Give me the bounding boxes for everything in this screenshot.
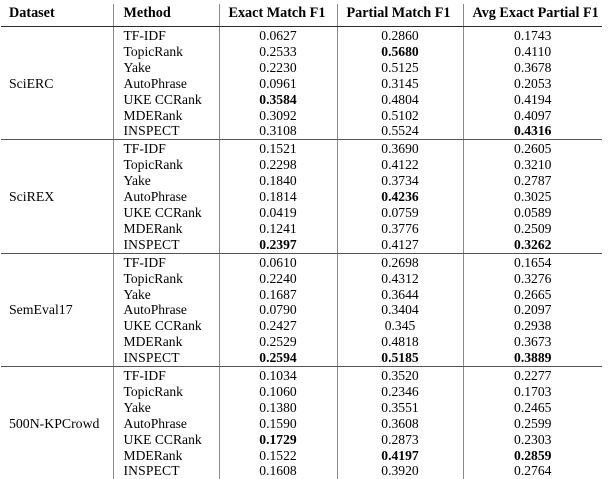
avg-exact-partial-f1-value: 0.4194	[463, 92, 602, 108]
avg-exact-partial-f1-value: 0.1743	[463, 27, 602, 44]
exact-match-f1-value: 0.1241	[219, 221, 337, 237]
table-row	[1, 334, 602, 350]
avg-exact-partial-f1-value: 0.4097	[463, 108, 602, 124]
exact-match-f1-value: 0.3108	[219, 123, 337, 139]
exact-match-f1-value: 0.1380	[219, 400, 337, 416]
table-row	[1, 108, 602, 124]
method-label: TF-IDF	[113, 27, 219, 44]
exact-match-f1-value: 0.2240	[219, 271, 337, 287]
table-row	[1, 60, 602, 76]
dataset-spacer	[1, 92, 113, 108]
method-label: AutoPhrase	[113, 76, 219, 92]
avg-exact-partial-f1-value: 0.2938	[463, 318, 602, 334]
method-label: UKE CCRank	[113, 432, 219, 448]
method-label: TopicRank	[113, 157, 219, 173]
dataset-spacer	[1, 173, 113, 189]
avg-exact-partial-f1-value: 0.3673	[463, 334, 602, 350]
avg-exact-partial-f1-value: 0.3025	[463, 189, 602, 205]
method-label	[113, 123, 219, 139]
dataset-label: SemEval17	[1, 302, 113, 318]
table-row	[1, 384, 602, 400]
exact-match-f1-value: 0.0627	[219, 27, 337, 44]
method-label: UKE CCRank	[113, 205, 219, 221]
method-label: MDERank	[113, 108, 219, 124]
exact-match-f1-value: 0.1521	[219, 140, 337, 157]
dataset-spacer	[1, 318, 113, 334]
exact-match-f1-value: 0.1590	[219, 416, 337, 432]
partial-match-f1-value: 0.4312	[337, 271, 463, 287]
dataset-spacer	[1, 140, 113, 157]
dataset-spacer	[1, 60, 113, 76]
dataset-spacer	[1, 271, 113, 287]
avg-exact-partial-f1-value: 0.2787	[463, 173, 602, 189]
partial-match-f1-value: 0.4804	[337, 92, 463, 108]
method-label: Yake	[113, 287, 219, 303]
table-header-row	[1, 4, 602, 27]
avg-exact-partial-f1-value: 0.2277	[463, 367, 602, 384]
exact-match-f1-value: 0.1840	[219, 173, 337, 189]
method-label: TopicRank	[113, 384, 219, 400]
table-header	[1, 4, 602, 27]
exact-match-f1-value: 0.2230	[219, 60, 337, 76]
dataset-spacer	[1, 350, 113, 366]
method-label: MDERank	[113, 334, 219, 350]
dataset-spacer	[1, 157, 113, 173]
partial-match-f1-value: 0.4818	[337, 334, 463, 350]
dataset-spacer	[1, 334, 113, 350]
exact-match-f1-value: 0.0790	[219, 302, 337, 318]
partial-match-f1-value: 0.3920	[337, 463, 463, 479]
table-row	[1, 237, 602, 253]
partial-match-f1-value: 0.345	[337, 318, 463, 334]
column-header-method: Method	[113, 4, 219, 27]
partial-match-f1-value: 0.2346	[337, 384, 463, 400]
partial-match-f1-value: 0.4236	[337, 189, 463, 205]
exact-match-f1-value: 0.1608	[219, 463, 337, 479]
table-row	[1, 44, 602, 60]
dataset-spacer	[1, 448, 113, 464]
avg-exact-partial-f1-value: 0.2053	[463, 76, 602, 92]
exact-match-f1-value: 0.2397	[219, 237, 337, 253]
partial-match-f1-value: 0.5680	[337, 44, 463, 60]
avg-exact-partial-f1-value: 0.1703	[463, 384, 602, 400]
table-body	[1, 27, 602, 479]
exact-match-f1-value: 0.0610	[219, 253, 337, 270]
exact-match-f1-value: 0.1814	[219, 189, 337, 205]
avg-exact-partial-f1-value: 0.1654	[463, 253, 602, 270]
exact-match-f1-value: 0.0961	[219, 76, 337, 92]
exact-match-f1-value: 0.1522	[219, 448, 337, 464]
column-header-dataset: Dataset	[1, 4, 113, 27]
partial-match-f1-value: 0.5125	[337, 60, 463, 76]
partial-match-f1-value: 0.2873	[337, 432, 463, 448]
dataset-spacer	[1, 205, 113, 221]
method-label: UKE CCRank	[113, 92, 219, 108]
exact-match-f1-value: 0.1729	[219, 432, 337, 448]
dataset-spacer	[1, 463, 113, 479]
table-row	[1, 367, 602, 384]
exact-match-f1-value: 0.2594	[219, 350, 337, 366]
dataset-spacer	[1, 384, 113, 400]
dataset-spacer	[1, 287, 113, 303]
table-row	[1, 157, 602, 173]
partial-match-f1-value: 0.5524	[337, 123, 463, 139]
partial-match-f1-value: 0.3644	[337, 287, 463, 303]
dataset-spacer	[1, 253, 113, 270]
method-label: AutoPhrase	[113, 416, 219, 432]
dataset-spacer	[1, 221, 113, 237]
table-row	[1, 189, 602, 205]
table-row	[1, 448, 602, 464]
table-row	[1, 27, 602, 44]
table-row	[1, 350, 602, 366]
avg-exact-partial-f1-value: 0.2097	[463, 302, 602, 318]
method-label: Yake	[113, 173, 219, 189]
method-label	[113, 350, 219, 366]
table-row	[1, 140, 602, 157]
dataset-spacer	[1, 123, 113, 139]
avg-exact-partial-f1-value: 0.4316	[463, 123, 602, 139]
method-label-smallcaps: INSPECT	[124, 237, 180, 252]
avg-exact-partial-f1-value: 0.2303	[463, 432, 602, 448]
avg-exact-partial-f1-value: 0.0589	[463, 205, 602, 221]
exact-match-f1-value: 0.1060	[219, 384, 337, 400]
table-row	[1, 432, 602, 448]
dataset-label: SciREX	[1, 189, 113, 205]
table-row	[1, 400, 602, 416]
column-header-exact-match-f1: Exact Match F1	[219, 4, 337, 27]
dataset-spacer	[1, 44, 113, 60]
column-header-partial-match-f1: Partial Match F1	[337, 4, 463, 27]
table-row	[1, 221, 602, 237]
table-row	[1, 302, 602, 318]
partial-match-f1-value: 0.3608	[337, 416, 463, 432]
method-label-smallcaps: INSPECT	[124, 123, 180, 138]
column-header-avg-exact-partial-f1: Avg Exact Partial F1	[463, 4, 602, 27]
partial-match-f1-value: 0.4122	[337, 157, 463, 173]
partial-match-f1-value: 0.2860	[337, 27, 463, 44]
avg-exact-partial-f1-value: 0.2465	[463, 400, 602, 416]
avg-exact-partial-f1-value: 0.2599	[463, 416, 602, 432]
avg-exact-partial-f1-value: 0.4110	[463, 44, 602, 60]
table-row	[1, 287, 602, 303]
exact-match-f1-value: 0.3092	[219, 108, 337, 124]
exact-match-f1-value: 0.1687	[219, 287, 337, 303]
avg-exact-partial-f1-value: 0.2509	[463, 221, 602, 237]
dataset-label: 500N-KPCrowd	[1, 416, 113, 432]
exact-match-f1-value: 0.2298	[219, 157, 337, 173]
partial-match-f1-value: 0.4197	[337, 448, 463, 464]
table-row	[1, 173, 602, 189]
dataset-spacer	[1, 27, 113, 44]
partial-match-f1-value: 0.3404	[337, 302, 463, 318]
method-label: Yake	[113, 60, 219, 76]
exact-match-f1-value: 0.3584	[219, 92, 337, 108]
method-label: TopicRank	[113, 44, 219, 60]
table-row	[1, 253, 602, 270]
method-label: MDERank	[113, 448, 219, 464]
method-label: TF-IDF	[113, 253, 219, 270]
method-label: UKE CCRank	[113, 318, 219, 334]
table-row	[1, 76, 602, 92]
partial-match-f1-value: 0.3520	[337, 367, 463, 384]
exact-match-f1-value: 0.2533	[219, 44, 337, 60]
exact-match-f1-value: 0.2427	[219, 318, 337, 334]
dataset-spacer	[1, 108, 113, 124]
method-label-smallcaps: INSPECT	[124, 463, 180, 478]
dataset-label: SciERC	[1, 76, 113, 92]
avg-exact-partial-f1-value: 0.3889	[463, 350, 602, 366]
partial-match-f1-value: 0.3145	[337, 76, 463, 92]
method-label-smallcaps: INSPECT	[124, 350, 180, 365]
method-label: AutoPhrase	[113, 302, 219, 318]
partial-match-f1-value: 0.3776	[337, 221, 463, 237]
method-label: TopicRank	[113, 271, 219, 287]
partial-match-f1-value: 0.3690	[337, 140, 463, 157]
avg-exact-partial-f1-value: 0.2605	[463, 140, 602, 157]
table-row	[1, 463, 602, 479]
dataset-spacer	[1, 367, 113, 384]
avg-exact-partial-f1-value: 0.3276	[463, 271, 602, 287]
method-label: TF-IDF	[113, 140, 219, 157]
exact-match-f1-value: 0.2529	[219, 334, 337, 350]
partial-match-f1-value: 0.3551	[337, 400, 463, 416]
results-table	[1, 4, 602, 479]
dataset-spacer	[1, 237, 113, 253]
avg-exact-partial-f1-value: 0.3262	[463, 237, 602, 253]
method-label	[113, 463, 219, 479]
table-row	[1, 123, 602, 139]
dataset-spacer	[1, 432, 113, 448]
avg-exact-partial-f1-value: 0.2859	[463, 448, 602, 464]
table-row	[1, 92, 602, 108]
avg-exact-partial-f1-value: 0.2665	[463, 287, 602, 303]
table-row	[1, 416, 602, 432]
dataset-spacer	[1, 400, 113, 416]
partial-match-f1-value: 0.2698	[337, 253, 463, 270]
exact-match-f1-value: 0.0419	[219, 205, 337, 221]
partial-match-f1-value: 0.3734	[337, 173, 463, 189]
table-row	[1, 205, 602, 221]
partial-match-f1-value: 0.4127	[337, 237, 463, 253]
method-label: TF-IDF	[113, 367, 219, 384]
method-label: Yake	[113, 400, 219, 416]
partial-match-f1-value: 0.5102	[337, 108, 463, 124]
avg-exact-partial-f1-value: 0.3210	[463, 157, 602, 173]
exact-match-f1-value: 0.1034	[219, 367, 337, 384]
avg-exact-partial-f1-value: 0.3678	[463, 60, 602, 76]
avg-exact-partial-f1-value: 0.2764	[463, 463, 602, 479]
table-row	[1, 271, 602, 287]
partial-match-f1-value: 0.0759	[337, 205, 463, 221]
method-label: MDERank	[113, 221, 219, 237]
table-row	[1, 318, 602, 334]
partial-match-f1-value: 0.5185	[337, 350, 463, 366]
method-label	[113, 237, 219, 253]
method-label: AutoPhrase	[113, 189, 219, 205]
